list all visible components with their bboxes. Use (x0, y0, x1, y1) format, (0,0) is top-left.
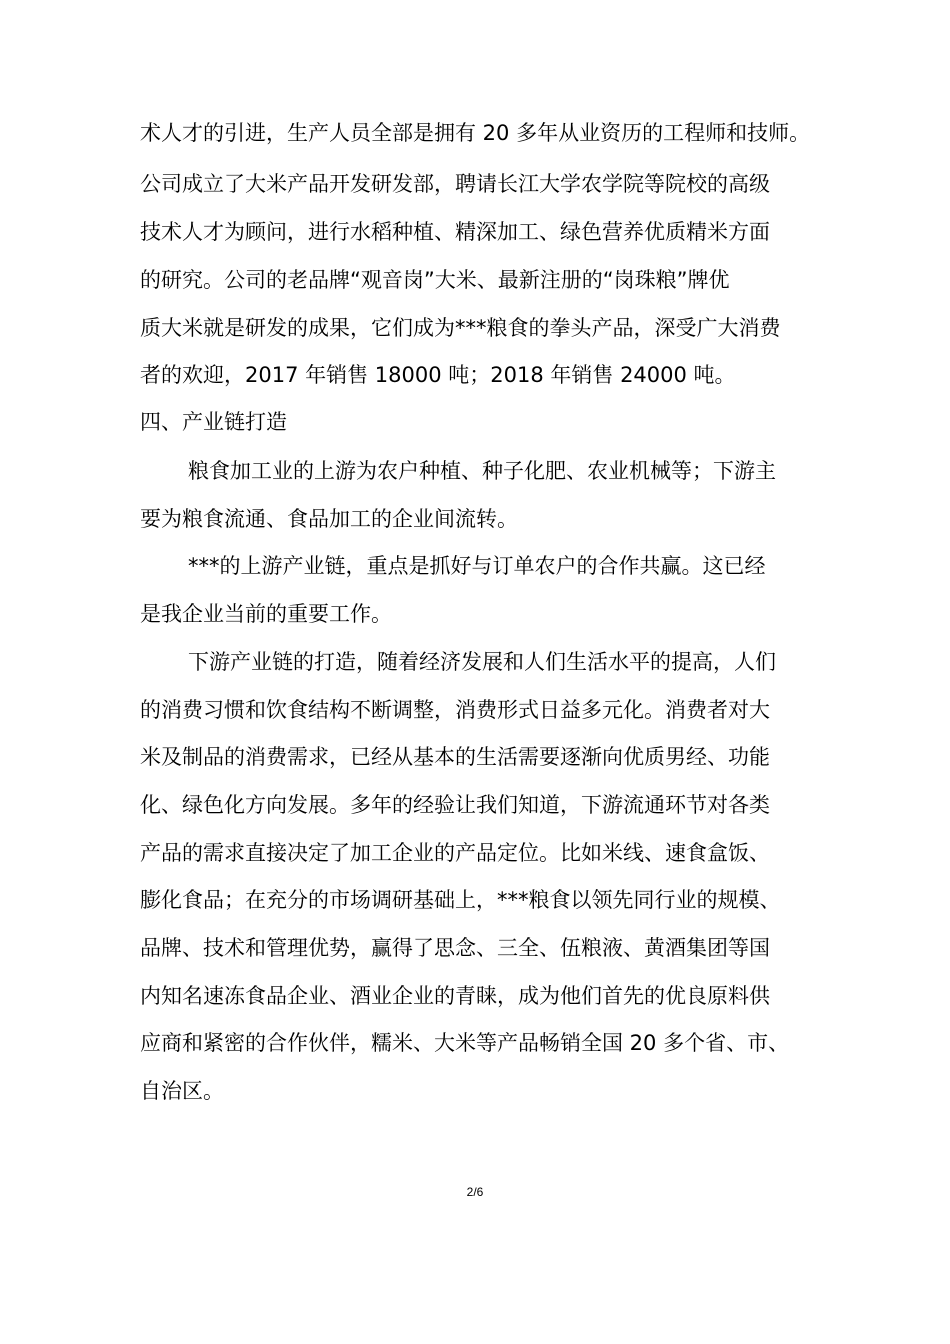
text-line: 膨化食品；在充分的市场调研基础上，***粮食以领先同行业的规模、 (140, 888, 781, 912)
text-line: 产品的需求直接决定了加工企业的产品定位。比如米线、速食盒饭、 (140, 841, 770, 865)
text-line: 粮食加工业的上游为农户种植、种子化肥、农业机械等；下游主 (188, 459, 776, 483)
text-line: 品牌、技术和管理优势，赢得了思念、三全、伍粮液、黄酒集团等国 (140, 936, 770, 960)
text-line: 的研究。公司的老品牌“观音岗”大米、最新注册的“岗珠粮”牌优 (140, 268, 730, 292)
text-line: 的消费习惯和饮食结构不断调整，消费形式日益多元化。消费者对大 (140, 698, 770, 722)
text-line: 术人才的引进，生产人员全部是拥有 20 多年从业资历的工程师和技师。 (140, 121, 811, 145)
text-line: ***的上游产业链，重点是抓好与订单农户的合作共赢。这已经 (188, 554, 766, 578)
text-line: 是我企业当前的重要工作。 (140, 602, 392, 626)
text-line: 化、绿色化方向发展。多年的经验让我们知道，下游流通环节对各类 (140, 793, 770, 817)
text-line: 下游产业链的打造，随着经济发展和人们生活水平的提高，人们 (188, 650, 776, 674)
page-number: 2/6 (466, 1185, 484, 1199)
text-line: 米及制品的消费需求，已经从基本的生活需要逐渐向优质男经、功能 (140, 745, 770, 769)
text-line: 自治区。 (140, 1079, 224, 1103)
text-line: 应商和紧密的合作伙伴，糯米、大米等产品畅销全国 20 多个省、市、 (140, 1031, 790, 1055)
text-line: 内知名速冻食品企业、酒业企业的青睐，成为他们首先的优良原料供 (140, 984, 770, 1008)
section-heading: 四、产业链打造 (140, 410, 287, 434)
text-line: 公司成立了大米产品开发研发部，聘请长江大学农学院等院校的高级 (140, 172, 770, 196)
text-line: 质大米就是研发的成果，它们成为***粮食的拳头产品，深受广大消费 (140, 316, 781, 340)
text-line: 者的欢迎，2017 年销售 18000 吨；2018 年销售 24000 吨。 (140, 363, 736, 387)
text-line: 要为粮食流通、食品加工的企业间流转。 (140, 507, 518, 531)
text-line: 技术人才为顾问，进行水稻种植、精深加工、绿色营养优质精米方面 (140, 220, 770, 244)
